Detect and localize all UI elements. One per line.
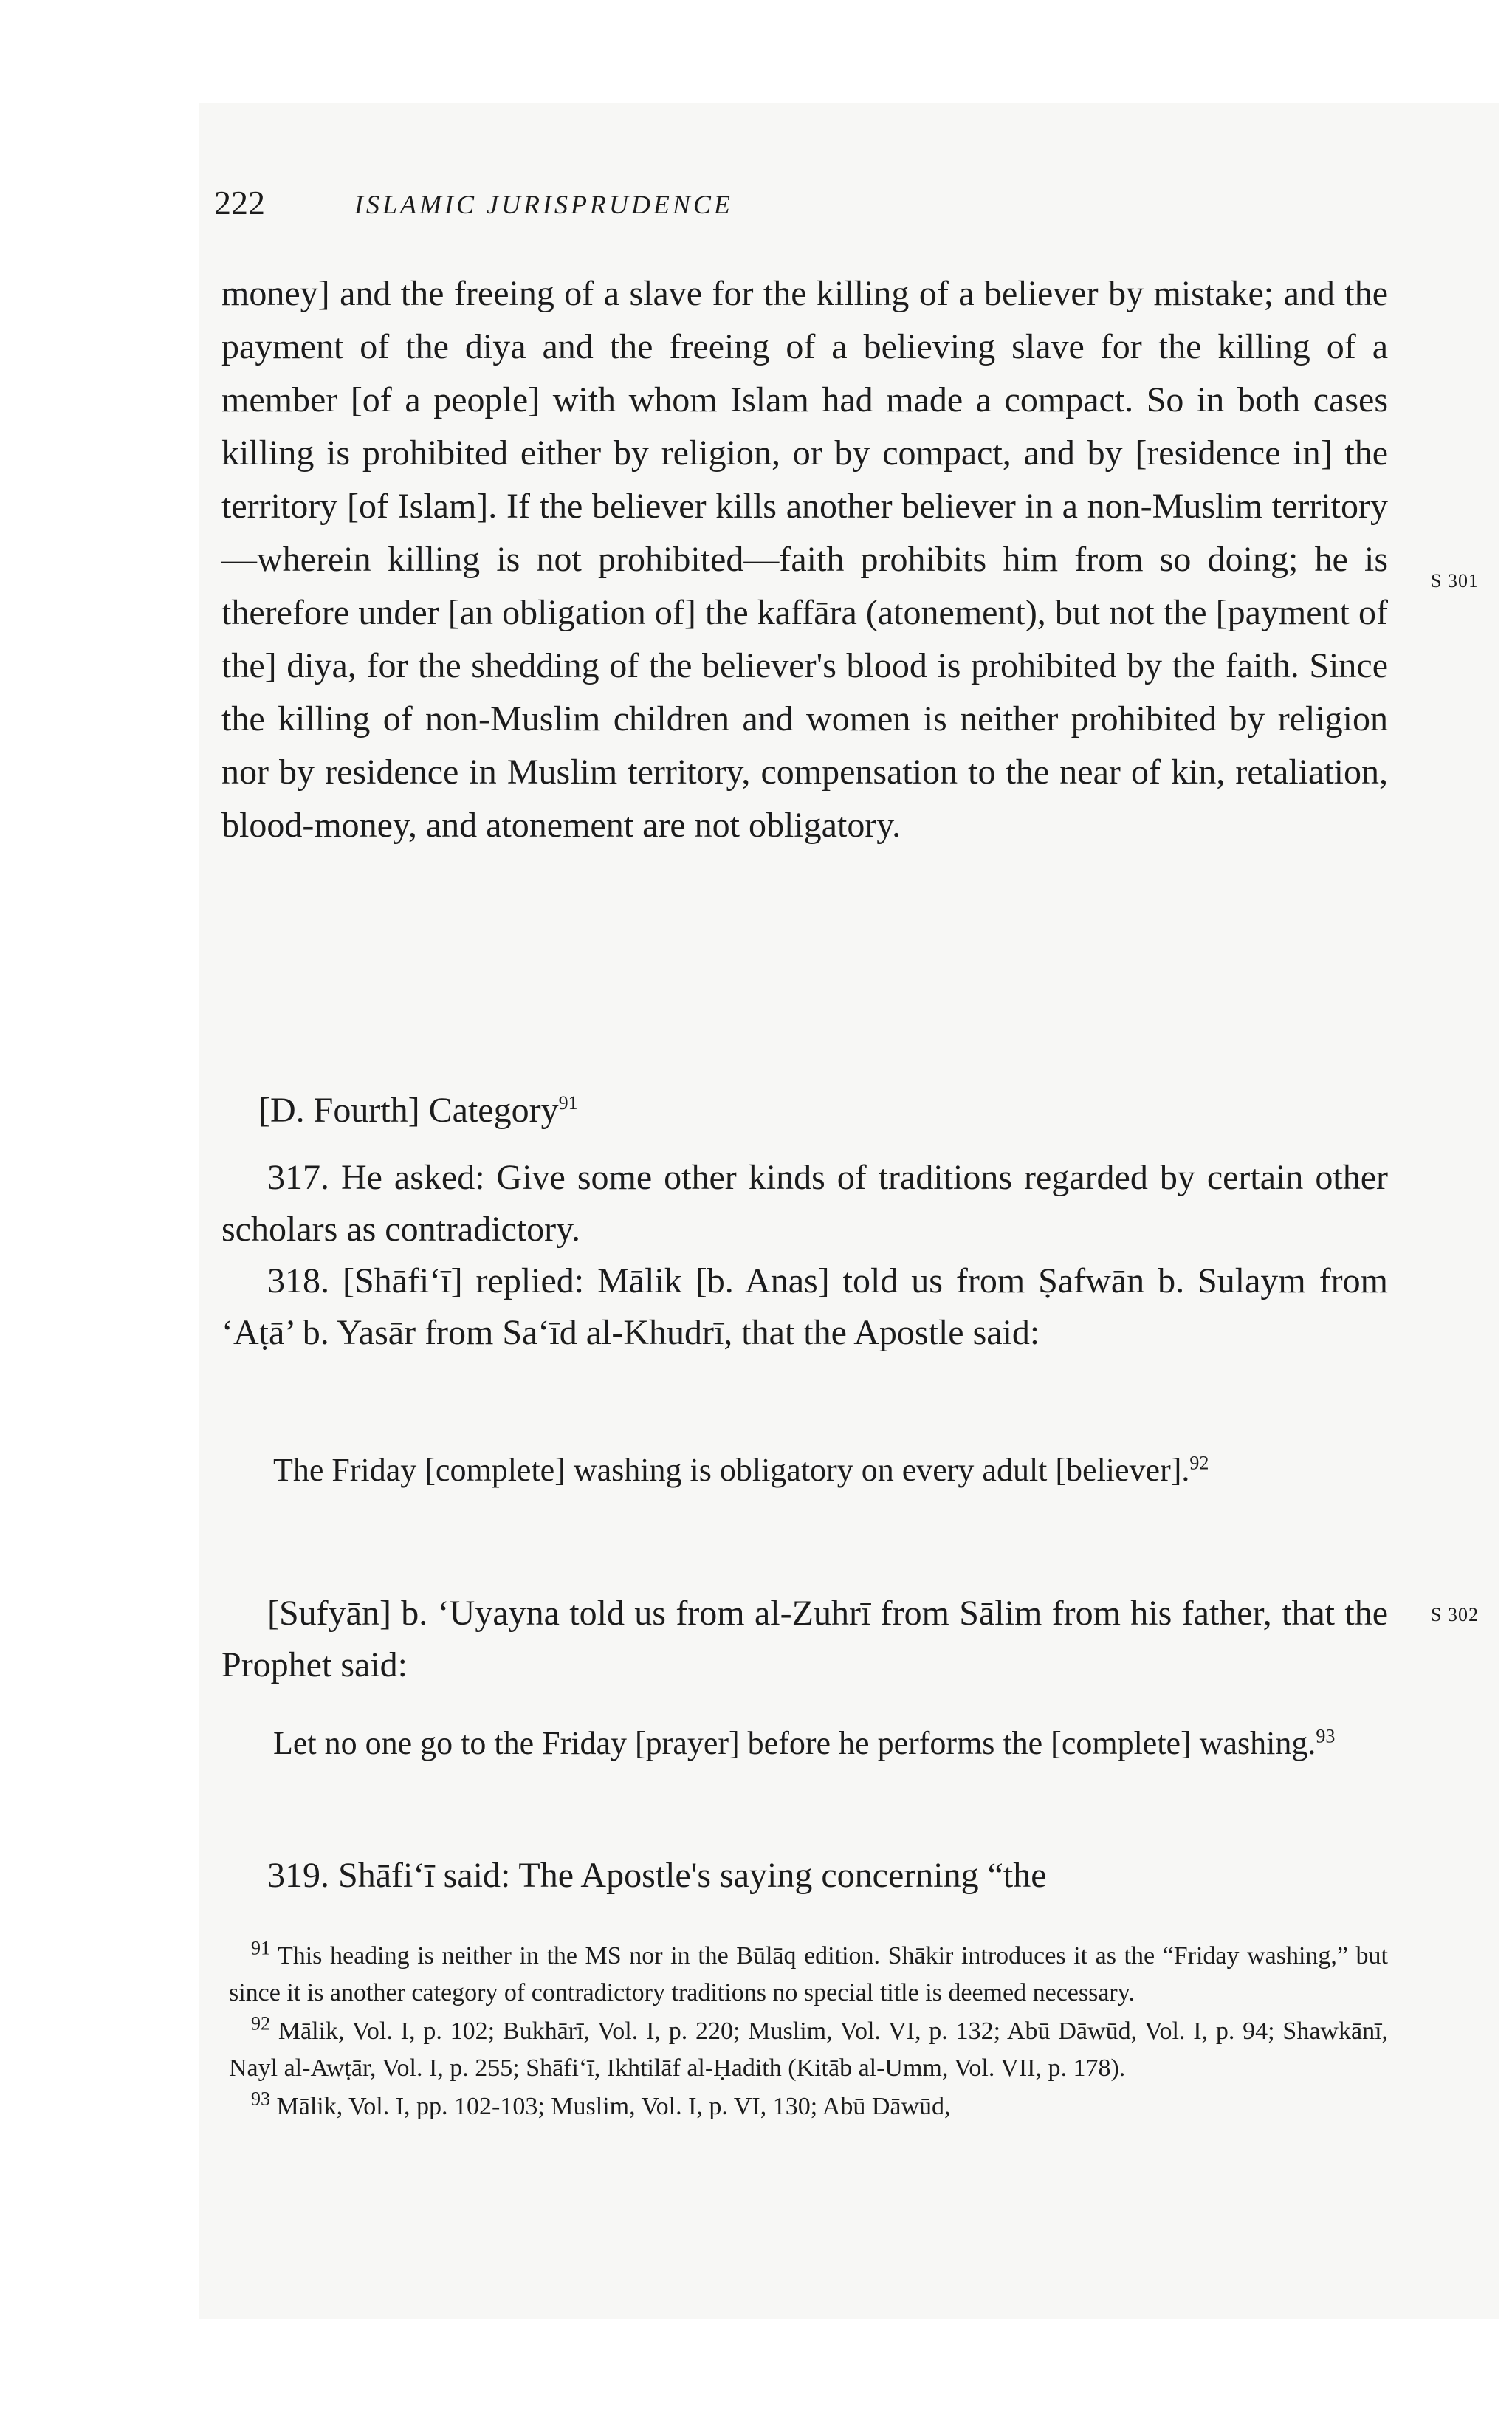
- page-number: 222: [214, 184, 265, 222]
- section-heading-text: [D. Fourth] Category: [258, 1091, 559, 1130]
- quotation-friday-washing: [273, 1447, 1395, 1493]
- footnote-text: Mālik, Vol. I, pp. 102-103; Muslim, Vol. I, p. VI, 130; Abū Dāwūd,: [276, 2093, 951, 2120]
- footnote-ref-92: 92: [1189, 1452, 1209, 1474]
- footnote-marker: 93: [251, 2088, 270, 2110]
- footnote-text: This heading is neither in the MS nor in the Būlāq edition. Shākir introduces it as the “Friday washing,” but since it is another category of contradictory traditions no special title is deemed necessary.: [229, 1942, 1388, 2006]
- footnote-91: [229, 1938, 1388, 2012]
- footnote-marker: 91: [251, 1937, 270, 1959]
- quotation-text: Let no one go to the Friday [prayer] before he performs the [complete] washing.: [273, 1725, 1316, 1761]
- footnote-ref-91: 91: [558, 1092, 578, 1114]
- section-heading: [258, 1090, 578, 1131]
- footnote-ref-93: 93: [1316, 1725, 1336, 1747]
- quotation-friday-prayer: [273, 1721, 1395, 1766]
- footnote-marker: 92: [251, 2012, 270, 2034]
- footnotes: [229, 1938, 1388, 2127]
- page-header: [214, 183, 1395, 227]
- opening-paragraph: [221, 267, 1388, 852]
- footnote-text: Mālik, Vol. I, p. 102; Bukhārī, Vol. I, p. 220; Muslim, Vol. VI, p. 132; Abū Dāwūd, Vol. I, p. 94; Shawkānī, Nayl al-Awṭār, Vol. I, p. 255; Shāfi‘ī, Ikhtilāf al-Ḥadith (Kitāb al-Umm, Vol. VII, p. 178).: [229, 2018, 1389, 2082]
- paragraph-sufyan: [Sufyān] b. ‘Uyayna told us from al-Zuhrī from Sālim from his father, that the Prophet said:: [221, 1594, 1388, 1684]
- running-head: ISLAMIC JURISPRUDENCE: [354, 190, 733, 219]
- paragraph-319: 319. Shāfi‘ī said: The Apostle's saying concerning “the: [267, 1856, 1047, 1895]
- footnote-92: [229, 2013, 1388, 2087]
- footnote-93: [229, 2088, 1388, 2125]
- opening-paragraph-text: money] and the freeing of a slave for the killing of a believer by mistake; and the payment of the diya and the freeing of a believing slave for the killing of a member [of a people] with whom Islam had made a compact. So in both cases killing is prohibited either by religion, or by compact, and by [residence in] the territory [of Islam]. If the believer kills another believer in a non-Muslim territory—wherein killing is not prohibited—faith prohibits him from so doing; he is therefore under [an obligation of] the kaffāra (atonement), but not the [payment of the] diya, for the shedding of the believer's blood is prohibited by the faith. Since the killing of non-Muslim children and women is neither prohibited by religion nor by residence in Muslim territory, compensation to the near of kin, retaliation, blood-money, and atonement are not obligatory.: [221, 274, 1388, 845]
- paragraph-318: 318. [Shāfi‘ī] replied: Mālik [b. Anas] told us from Ṣafwān b. Sulaym from ‘Aṭā’ b. Yasār from Sa‘īd al-Khudrī, that the Apostle said:: [221, 1261, 1388, 1352]
- paragraph-317: 317. He asked: Give some other kinds of traditions regarded by certain other scholars as contradictory.: [221, 1158, 1388, 1249]
- margin-note-s302: S 302: [1431, 1604, 1479, 1625]
- quotation-text: The Friday [complete] washing is obligatory on every adult [believer].: [273, 1452, 1190, 1488]
- margin-note-s301: S 301: [1431, 570, 1479, 592]
